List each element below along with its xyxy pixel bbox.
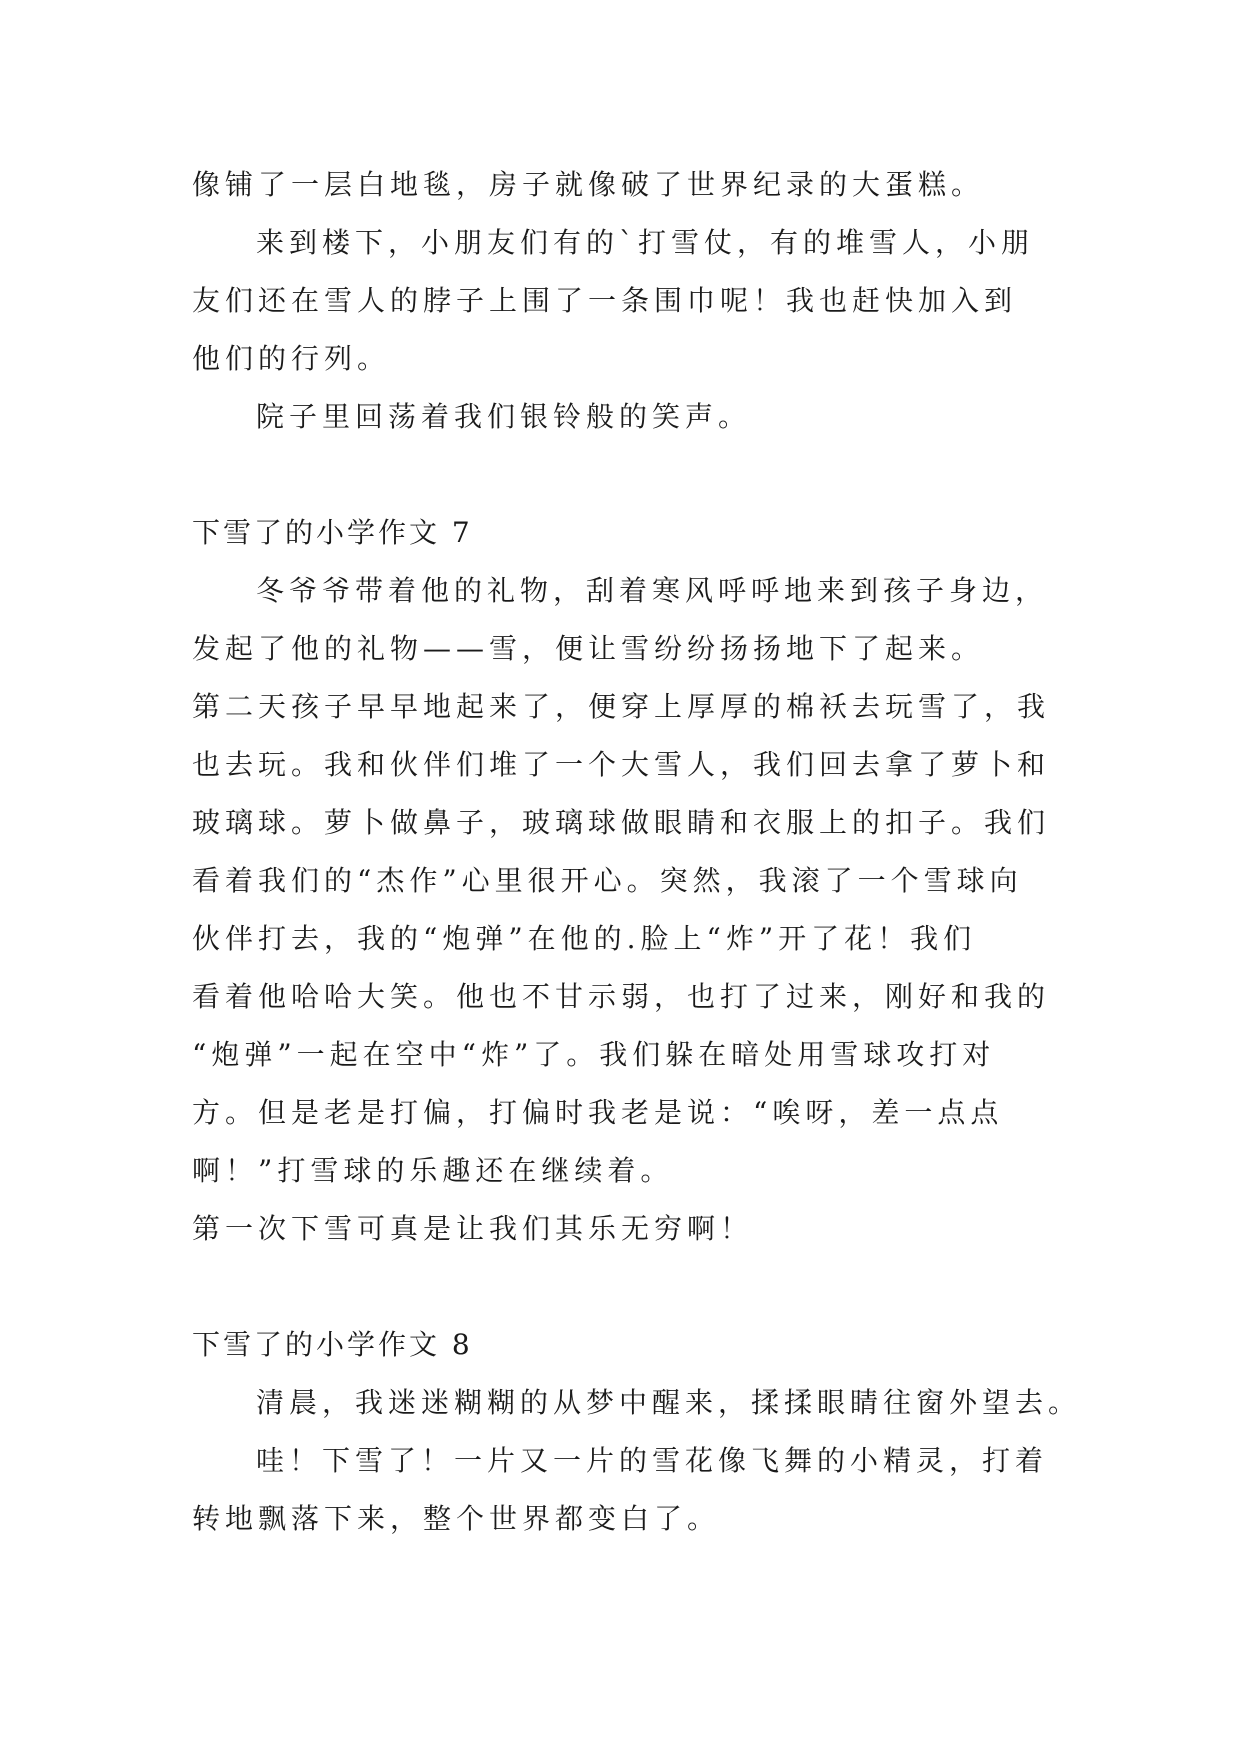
essay-heading: 下雪了的小学作文 8: [192, 1328, 473, 1361]
text-line: 啊！”打雪球的乐趣还在继续着。: [192, 1154, 674, 1187]
essay-heading: 下雪了的小学作文 7: [192, 516, 473, 549]
text-line: 发起了他的礼物——雪，便让雪纷纷扬扬地下了起来。: [192, 632, 985, 665]
text-line: 哇！下雪了！一片又一片的雪花像飞舞的小精灵，打着: [256, 1444, 1049, 1477]
text-line: 方。但是老是打偏，打偏时我老是说：“唉呀，差一点点: [192, 1096, 1004, 1129]
text-line: 他们的行列。: [192, 342, 391, 375]
text-line: 冬爷爷带着他的礼物，刮着寒风呼呼地来到孩子身边，: [256, 574, 1049, 607]
text-line: 看着我们的“杰作”心里很开心。突然，我滚了一个雪球向: [192, 864, 1023, 897]
text-line: “炮弹”一起在空中“炸”了。我们躲在暗处用雪球攻打对: [192, 1038, 996, 1071]
document-page: [192, 156, 1082, 1548]
essay-section: [192, 156, 1062, 446]
text-line: 清晨，我迷迷糊糊的从梦中醒来，揉揉眼睛往窗外望去。: [256, 1386, 1082, 1419]
section-spacer: [192, 446, 1062, 504]
text-line: 友们还在雪人的脖子上围了一条围巾呢！我也赶快加入到: [192, 284, 1018, 317]
section-spacer: [192, 1258, 1062, 1316]
text-line: 院子里回荡着我们银铃般的笑声。: [256, 400, 752, 433]
text-line: 看着他哈哈大笑。他也不甘示弱，也打了过来，刚好和我的: [192, 980, 1051, 1013]
text-line: 伙伴打去，我的“炮弹”在他的.脸上“炸”开了花！我们: [192, 922, 977, 955]
text-line: 玻璃球。萝卜做鼻子，玻璃球做眼睛和衣服上的扣子。我们: [192, 806, 1051, 839]
essay-section: [192, 1316, 1082, 1548]
text-line: 像铺了一层白地毯，房子就像破了世界纪录的大蛋糕。: [192, 168, 985, 201]
text-line: 转地飘落下来，整个世界都变白了。: [192, 1502, 721, 1535]
essay-section: [192, 504, 1062, 1258]
text-line: 也去玩。我和伙伴们堆了一个大雪人，我们回去拿了萝卜和: [192, 748, 1051, 781]
text-line: 第一次下雪可真是让我们其乐无穷啊！: [192, 1212, 754, 1245]
text-line: 第二天孩子早早地起来了，便穿上厚厚的棉袄去玩雪了，我: [192, 690, 1051, 723]
text-line: 来到楼下，小朋友们有的`打雪仗，有的堆雪人，小朋: [256, 226, 1035, 259]
